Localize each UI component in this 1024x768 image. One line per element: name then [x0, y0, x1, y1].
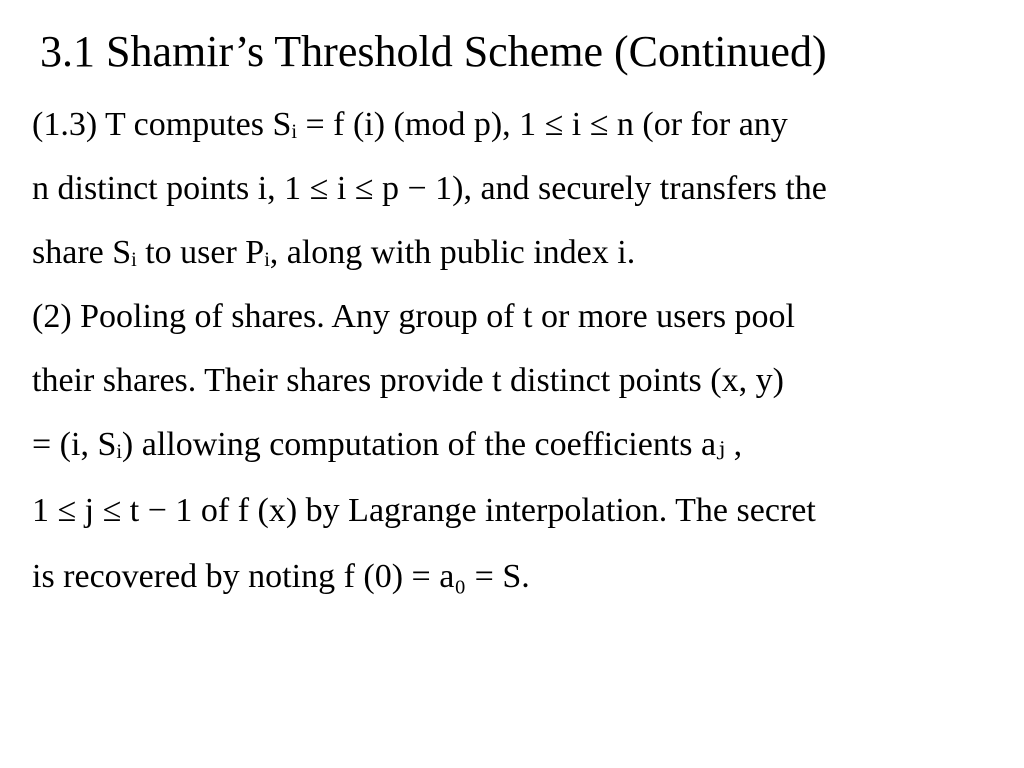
body-line-3: share Sᵢ to user Pᵢ, along with public index i. — [32, 234, 636, 271]
body-line-7: 1 ≤ j ≤ t − 1 of f (x) by Lagrange interpolation. The secret — [32, 492, 816, 529]
body-line-8: is recovered by noting f (0) = a₀ = S. — [32, 558, 530, 595]
slide-title: 3.1 Shamir’s Threshold Scheme (Continued) — [40, 27, 827, 76]
body-line-6: = (i, Sᵢ) allowing computation of the coefficients aⱼ , — [32, 426, 743, 463]
body-line-4: (2) Pooling of shares. Any group of t or more users pool — [32, 298, 796, 335]
body-line-2: n distinct points i, 1 ≤ i ≤ p − 1), and securely transfers the — [32, 170, 827, 207]
body-line-5: their shares. Their shares provide t distinct points (x, y) — [32, 362, 784, 399]
body-line-1: (1.3) T computes Sᵢ = f (i) (mod p), 1 ≤ i ≤ n (or for any — [32, 106, 788, 143]
